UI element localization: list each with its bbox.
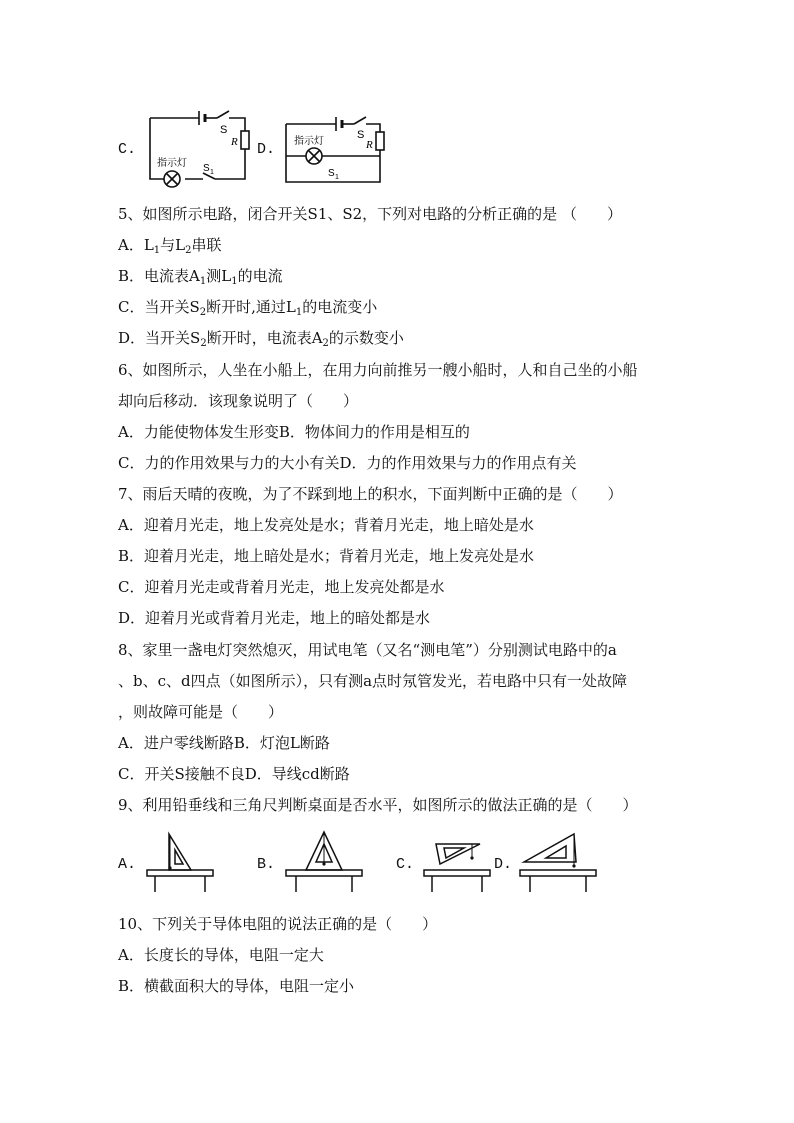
q8-stem-line1: 8、家里一盏电灯突然熄灭，用试电笔（又名“测电笔”）分别测试电路中的a [118,641,617,659]
resistor-label: R [231,136,238,148]
q9-figure-b [284,826,364,896]
q9-option-b-letter: B. [257,856,276,873]
q6-stem-line2: 却向后移动．该现象说明了（ ） [118,392,359,410]
option-d-letter: D. [257,141,276,158]
q7-option-a: A．迎着月光走，地上发亮处是水；背着月光走，地上暗处是水 [118,516,534,534]
option-c-letter: C. [118,141,137,158]
q8-options-ab: A．进户零线断路B．灯泡L断路 [118,734,330,752]
q8-stem-line2: 、b、c、d四点（如图所示），只有测a点时氖管发光，若电路中只有一处故障 [118,672,628,690]
q8-options-cd: C．开关S接触不良D．导线cd断路 [118,765,350,783]
q9-figure-d [518,826,598,896]
q5-stem: 5、如图所示电路，闭合开关S1、S2，下列对电路的分析正确的是 （ ） [118,205,622,223]
switch-s-label: S [220,124,228,136]
q5-option-a: A．$L_1$与$L_2$串联 [118,236,222,256]
switch-s-label: S [357,129,365,141]
q6-options-cd: C．力的作用效果与力的大小有关D．力的作用效果与力的作用点有关 [118,454,577,472]
q5-option-c: C．当开关$S_2$断开时,通过$L_1$的电流变小 [118,298,378,318]
q9-option-c-letter: C. [396,856,415,873]
switch-s1-label: S [203,163,210,174]
q9-figure-c [422,830,492,896]
q7-option-d: D．迎着月光或背着月光走，地上的暗处都是水 [118,609,431,627]
svg-text:1: 1 [210,169,214,176]
q9-option-a-letter: A. [118,856,137,873]
q7-stem: 7、雨后天晴的夜晚，为了不踩到地上的积水，下面判断中正确的是（ ） [118,485,623,503]
q9-figure-a [145,830,215,896]
q8-stem-line3: ，则故障可能是（ ） [118,703,284,721]
q7-option-b: B．迎着月光走，地上暗处是水；背着月光走，地上发亮处是水 [118,547,535,565]
q6-stem-line1: 6、如图所示，人坐在小船上，在用力向前推另一艘小船时，人和自己坐的小船 [118,361,638,379]
q10-stem: 10、下列关于导体电阻的说法正确的是（ ） [118,915,438,933]
q9-option-d-letter: D. [494,856,513,873]
lamp-label: 指示灯 [157,158,187,169]
circuit-diagram-c [145,103,260,188]
q5-option-b: B．电流表$A_1$测$L_1$的电流 [118,267,283,287]
resistor-label: R [366,139,373,151]
switch-s1-label: S [328,168,335,179]
q6-options-ab: A．力能使物体发生形变B．物体间力的作用是相互的 [118,423,470,441]
q5-option-d: D．当开关$S_2$断开时，电流表$A_2$的示数变小 [118,329,404,349]
q9-stem: 9、利用铅垂线和三角尺判断桌面是否水平，如图所示的做法正确的是（ ） [118,796,638,814]
lamp-label: 指示灯 [294,136,324,147]
q10-option-a: A．长度长的导体，电阻一定大 [118,946,324,964]
circuit-diagram-d [282,108,394,188]
svg-text:1: 1 [335,174,339,181]
q10-option-b: B．横截面积大的导体，电阻一定小 [118,977,355,995]
q7-option-c: C．迎着月光走或背着月光走，地上发亮处都是水 [118,578,445,596]
